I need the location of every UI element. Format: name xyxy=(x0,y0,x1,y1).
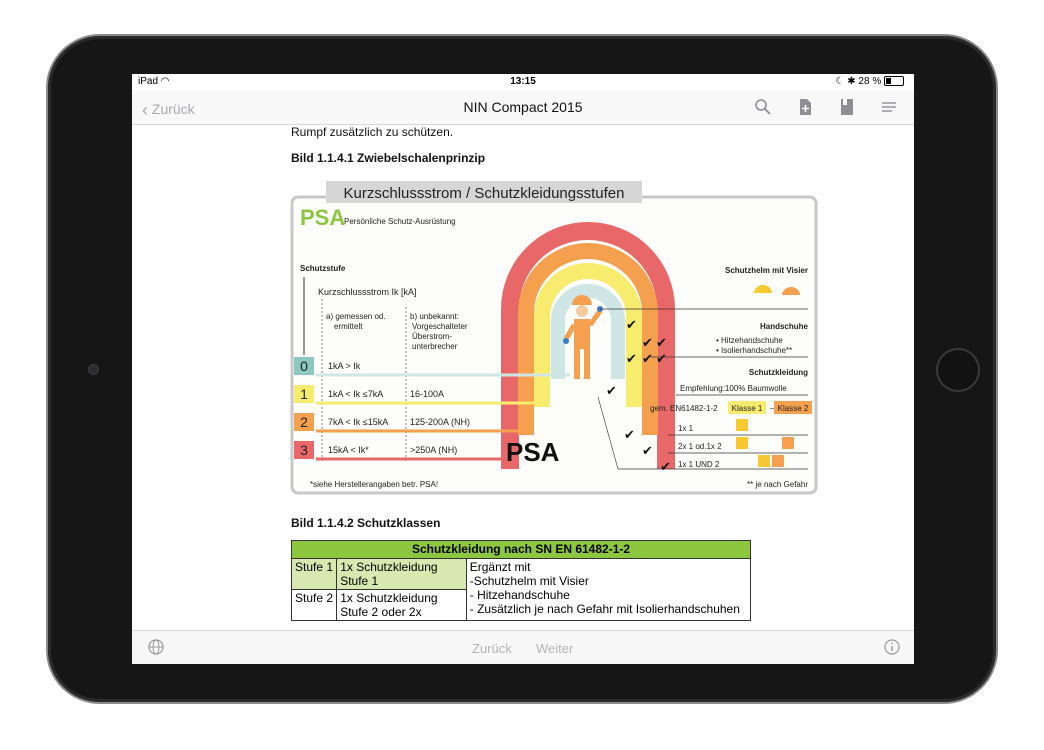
svg-text:3: 3 xyxy=(300,442,308,458)
svg-text:1kA < Ik ≤7kA: 1kA < Ik ≤7kA xyxy=(328,389,384,399)
nav-title: NIN Compact 2015 xyxy=(463,99,583,115)
svg-text:✔: ✔ xyxy=(624,427,635,442)
zwiebelschalen-diagram xyxy=(288,179,820,501)
svg-text:✔: ✔ xyxy=(642,351,653,366)
svg-text:>250A (NH): >250A (NH) xyxy=(410,445,458,455)
svg-text:0: 0 xyxy=(300,358,308,374)
svg-text:✔: ✔ xyxy=(660,459,671,474)
table-row: Stufe 1 1x Schutzkleidung Stufe 1 Ergänzt mit -Schutzhelm mit Visier - Hitzehandschuhe - Zusätzlich je nach Gefahr mit Isolierhandschuhen xyxy=(292,559,751,590)
wifi-icon: ◠ xyxy=(160,76,170,87)
svg-text:1x 1: 1x 1 xyxy=(678,424,694,433)
home-button[interactable] xyxy=(936,348,980,392)
svg-text:125-200A (NH): 125-200A (NH) xyxy=(410,417,471,427)
document-content xyxy=(132,125,914,630)
svg-text:Klasse 1: Klasse 1 xyxy=(731,404,763,413)
svg-text:–: – xyxy=(770,404,775,413)
svg-text:✔: ✔ xyxy=(626,351,637,366)
screen xyxy=(132,74,914,664)
intro-text: Rumpf zusätzlich zu schützen. xyxy=(291,125,454,139)
figure-2-title: Bild 1.1.4.2 Schutzklassen xyxy=(291,516,441,530)
svg-text:gem. EN61482-1-2: gem. EN61482-1-2 xyxy=(650,404,718,413)
toolbar-next-button[interactable]: Weiter xyxy=(536,641,574,656)
figure-1-title: Bild 1.1.4.1 Zwiebelschalenprinzip xyxy=(291,151,486,165)
svg-text:7kA < Ik ≤15kA: 7kA < Ik ≤15kA xyxy=(328,417,389,427)
svg-text:✔: ✔ xyxy=(642,443,653,458)
svg-text:1kA > Ik: 1kA > Ik xyxy=(328,361,361,371)
add-bookmark-icon[interactable] xyxy=(796,98,816,116)
schutzstufe-label: Schutzstufe xyxy=(300,264,346,273)
svg-text:✔: ✔ xyxy=(656,335,667,350)
bluetooth-icon: ✱ xyxy=(847,76,856,87)
svg-text:Schutzkleidung: Schutzkleidung xyxy=(748,368,808,377)
moon-icon: ☾ xyxy=(835,76,845,87)
toolbar-back-button[interactable]: Zurück xyxy=(472,641,512,656)
footnote-right: ** je nach Gefahr xyxy=(747,480,808,489)
svg-text:✔: ✔ xyxy=(642,335,653,350)
svg-text:• Isolierhandschuhe**: • Isolierhandschuhe** xyxy=(716,346,793,355)
front-camera xyxy=(88,364,99,375)
table-header: Schutzkleidung nach SN EN 61482-1-2 xyxy=(292,541,751,559)
svg-text:✔: ✔ xyxy=(606,383,617,398)
svg-text:Empfehlung:100% Baumwolle: Empfehlung:100% Baumwolle xyxy=(680,384,787,393)
status-bar xyxy=(132,74,914,90)
svg-text:Vorgeschalteter: Vorgeschalteter xyxy=(412,322,468,331)
svg-text:Überstrom-: Überstrom- xyxy=(412,332,453,341)
psa-big-label: PSA xyxy=(506,437,560,467)
svg-text:2x 1 od.1x 2: 2x 1 od.1x 2 xyxy=(678,442,722,451)
svg-text:• Hitzehandschuhe: • Hitzehandschuhe xyxy=(716,336,783,345)
svg-text:2: 2 xyxy=(300,414,308,430)
svg-text:15kA < Ik*: 15kA < Ik* xyxy=(328,445,369,455)
svg-text:✔: ✔ xyxy=(656,351,667,366)
svg-text:1x 1 UND 2: 1x 1 UND 2 xyxy=(678,460,720,469)
svg-text:unterbrecher: unterbrecher xyxy=(412,342,458,351)
globe-icon[interactable] xyxy=(148,639,164,660)
nav-actions xyxy=(754,98,900,116)
psa-title: PSA xyxy=(300,205,346,230)
schutzklassen-table xyxy=(291,540,751,621)
svg-text:Schutzhelm mit Visier: Schutzhelm mit Visier xyxy=(725,266,808,275)
status-right xyxy=(836,76,905,87)
bottom-toolbar xyxy=(132,630,914,664)
search-icon[interactable] xyxy=(754,98,774,116)
info-icon[interactable] xyxy=(884,639,900,660)
svg-text:Handschuhe: Handschuhe xyxy=(759,322,808,331)
battery-text: 28 % xyxy=(858,76,882,87)
svg-text:✔: ✔ xyxy=(626,317,637,332)
svg-text:1: 1 xyxy=(300,386,308,402)
svg-text:b) unbekannt:: b) unbekannt: xyxy=(410,312,459,321)
svg-text:16-100A: 16-100A xyxy=(410,389,445,399)
battery-icon xyxy=(884,76,904,86)
table-row: Stufe 2 1x Schutzkleidung Stufe 2 oder 2x xyxy=(292,590,751,621)
psa-subtitle: Persönliche Schutz-Ausrüstung xyxy=(344,217,456,226)
kurzschluss-label: Kurzschlussstrom Ik [kA] xyxy=(318,287,417,297)
contents-list-icon[interactable] xyxy=(880,98,900,116)
device-label: iPad ◠ xyxy=(138,76,170,87)
back-button[interactable]: ‹ Zurück xyxy=(142,100,195,120)
svg-text:a) gemessen od.: a) gemessen od. xyxy=(326,312,386,321)
footnote-left: *siehe Herstellerangaben betr. PSA! xyxy=(310,480,439,489)
clock: 13:15 xyxy=(510,76,536,87)
svg-text:Klasse 2: Klasse 2 xyxy=(777,404,809,413)
banner-text: Kurzschlussstrom / Schutzkleidungsstufen xyxy=(343,185,625,202)
book-icon[interactable] xyxy=(838,98,858,116)
chevron-left-icon: ‹ xyxy=(142,100,148,120)
navigation-bar xyxy=(132,90,914,125)
svg-text:ermittelt: ermittelt xyxy=(334,322,363,331)
